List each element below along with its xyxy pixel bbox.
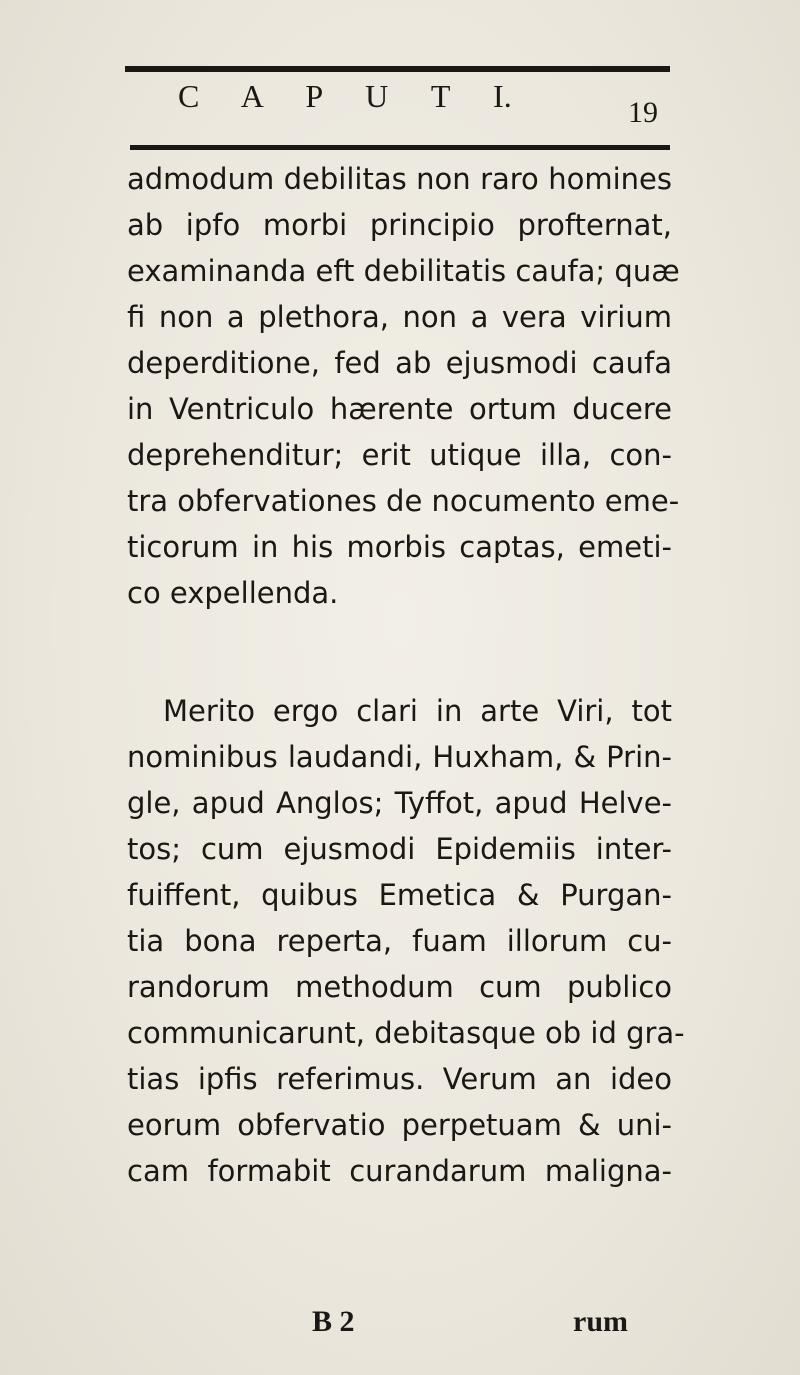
catchword: rum <box>573 1305 628 1338</box>
text-line: tias ipfis referimus. Verum an ideo <box>127 1062 672 1096</box>
signature-mark: B 2 <box>312 1305 355 1338</box>
text-line: co expellenda. <box>127 576 339 610</box>
header-rule-top <box>125 66 670 72</box>
text-line: tia bona reperta, fuam illorum cu- <box>127 924 672 958</box>
header-rule-bottom <box>130 145 670 150</box>
text-line: cam formabit curandarum maligna- <box>127 1154 672 1188</box>
text-line: deprehenditur; erit utique illa, con- <box>127 438 672 472</box>
text-line: examinanda eft debilitatis caufa; quæ <box>127 254 680 288</box>
running-head-word: C A P U T <box>178 78 468 114</box>
text-line: tra obfervationes de nocumento eme- <box>127 484 680 518</box>
text-line: tos; cum ejusmodi Epidemiis inter- <box>127 832 672 866</box>
text-line: fuiffent, quibus Emetica & Purgan- <box>127 878 672 912</box>
text-line: communicarunt, debitasque ob id gra- <box>127 1016 685 1050</box>
page-number: 19 <box>628 96 658 129</box>
text-line: ab ipfo morbi principio profternat, <box>127 208 672 242</box>
text-line: nominibus laudandi, Huxham, & Prin- <box>127 740 672 774</box>
running-head-number: I. <box>493 78 512 114</box>
running-head <box>178 78 512 115</box>
text-line: randorum methodum cum publico <box>127 970 672 1004</box>
text-line: Merito ergo clari in arte Viri, tot <box>163 694 672 728</box>
text-line: in Ventriculo hærente ortum ducere <box>127 392 672 426</box>
text-line: fi non a plethora, non a vera virium <box>127 300 672 334</box>
text-line: admodum debilitas non raro homines <box>127 162 672 196</box>
paragraph-1 <box>127 156 680 616</box>
text-line: ticorum in his morbis captas, emeti- <box>127 530 672 564</box>
text-line: eorum obfervatio perpetuam & uni- <box>127 1108 672 1142</box>
paragraph-2 <box>127 688 685 1194</box>
text-line: gle, apud Anglos; Tyffot, apud Helve- <box>127 786 672 820</box>
text-line: deperditione, fed ab ejusmodi caufa <box>127 346 672 380</box>
